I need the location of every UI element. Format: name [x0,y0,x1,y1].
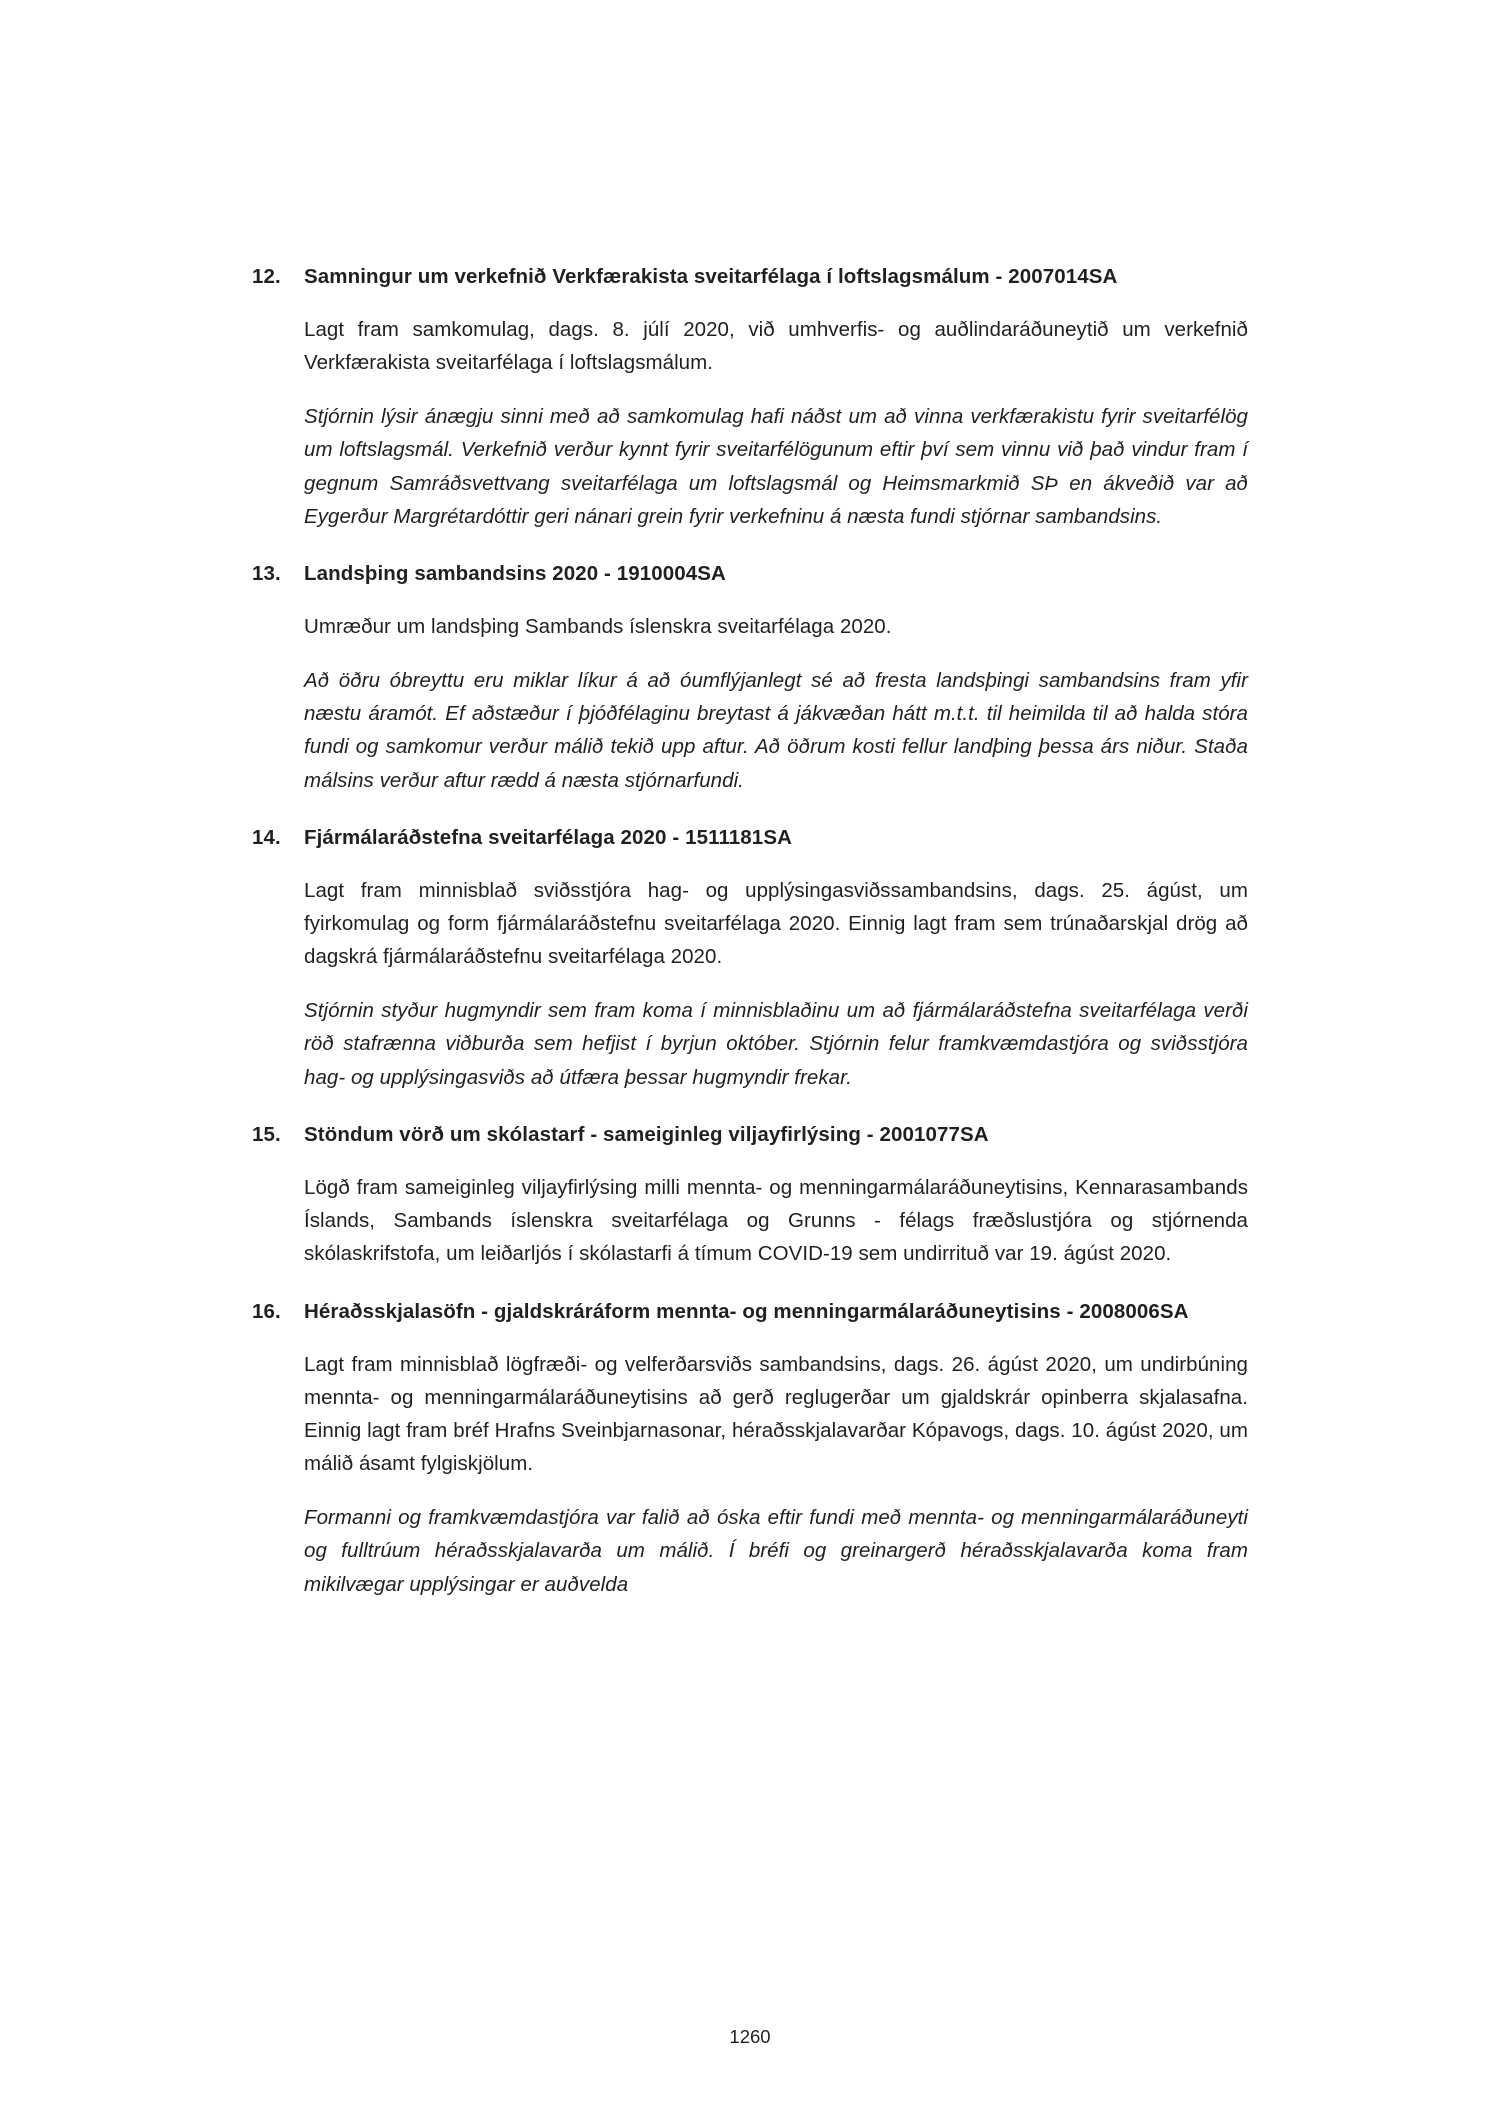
agenda-item-paragraph: Lagt fram minnisblað lögfræði- og velferðarsviðs sambandsins, dags. 26. ágúst 2020, um undirbúning mennta- og menningarmálaráðuneytisins að gerð reglugerðar um gjaldskrár opinberra skjalasafna. Einnig lagt fram bréf Hrafns Sveinbjarnasonar, héraðsskjalavarðar Kópavogs, dags. 10. ágúst 2020, um málið ásamt fylgiskjölum. [304,1352,1248,1476]
agenda-item-resolution: Formanni og framkvæmdastjóra var falið að óska eftir fundi með mennta- og menningarmálaráðuneyti og fulltrúum héraðsskjalavarða um málið. Í bréfi og greinargerð héraðsskjalavarða koma fram mikilvægar upplýsingar er auðvelda [304,1506,1248,1596]
agenda-item-paragraph: Lagt fram samkomulag, dags. 8. júlí 2020, við umhverfis- og auðlindaráðuneytið um verkefnið Verkfærakista sveitarfélaga í loftslagsmálum. [304,318,1248,375]
agenda-item-heading [252,262,1248,293]
agenda-item-paragraph: Umræður um landsþing Sambands íslenskra sveitarfélaga 2020. [304,615,892,639]
agenda-item-heading [252,1120,1248,1151]
agenda-item-title: Landsþing sambandsins 2020 - 1910004SA [304,561,726,585]
agenda-item-number: 12. [252,265,281,288]
agenda-item [252,1120,1248,1271]
agenda-item-number: 13. [252,561,281,585]
page-number: 1260 [729,2026,771,2047]
agenda-item [252,1297,1248,1601]
agenda-item-heading [252,559,1248,590]
agenda-item [252,559,1248,797]
agenda-item-paragraph: Lagt fram minnisblað sviðsstjóra hag- og upplýsingasviðssambandsins, dags. 25. ágúst, um fyirkomulag og form fjármálaráðstefnu sveitarfélaga 2020. Einnig lagt fram sem trúnaðarskjal drög að dagskrá fjármálaráðstefnu sveitarfélaga 2020. [304,878,1248,969]
agenda-item-number: 15. [252,1122,281,1146]
agenda-item-heading [252,823,1248,854]
agenda-item-heading [252,1297,1248,1328]
agenda-item-title: Samningur um verkefnið Verkfærakista sveitarfélaga í loftslagsmálum - 2007014SA [304,265,1118,288]
agenda-item-resolution: Stjórnin lýsir ánægju sinni með að samkomulag hafi náðst um að vinna verkfærakistu fyrir sveitarfélög um loftslagsmál. Verkefnið verður kynnt fyrir sveitarfélögunum eftir því sem vinnu við það vindur fram í gegnum Samráðsvettvang sveitarfélaga um loftslagsmál og Heimsmarkmið SÞ en ákveðið var að Eygerður Margrétardóttir geri nánari grein fyrir verkefninu á næsta fundi stjórnar sambandsins. [304,405,1248,528]
agenda-item-title: Fjármálaráðstefna sveitarfélaga 2020 - 1511181SA [304,825,792,849]
agenda-item-title: Stöndum vörð um skólastarf - sameiginleg viljayfirlýsing - 2001077SA [304,1122,989,1146]
agenda-item [252,823,1248,1094]
agenda-item-title: Héraðsskjalasöfn - gjaldskráráform mennta- og menningarmálaráðuneytisins - 2008006SA [304,1299,1189,1323]
agenda-item-number: 16. [252,1299,281,1323]
agenda-item-resolution: Að öðru óbreyttu eru miklar líkur á að óumflýjanlegt sé að fresta landsþingi sambandsins fram yfir næstu áramót. Ef aðstæður í þjóðfélaginu breytast á jákvæðan hátt m.t.t. til heimilda til að halda stóra fundi og samkomur verður málið tekið upp aftur. Að öðrum kosti fellur landþing þessa árs niður. Staða málsins verður aftur rædd á næsta stjórnarfundi. [304,668,1248,792]
agenda-item [252,262,1248,533]
agenda-item-resolution: Stjórnin styður hugmyndir sem fram koma í minnisblaðinu um að fjármálaráðstefna sveitarfélaga verði röð stafrænna viðburða sem hefjist í byrjun október. Stjórnin felur framkvæmdastjóra og sviðsstjóra hag- og upplýsingasviðs að útfæra þessar hugmyndir frekar. [304,999,1248,1089]
document-body [252,262,1248,1601]
agenda-item-number: 14. [252,825,281,849]
agenda-item-paragraph: Lögð fram sameiginleg viljayfirlýsing milli mennta- og menningarmálaráðuneytisins, Kennarasambands Íslands, Sambands íslenskra sveitarfélaga og Grunns - félags fræðslustjóra og stjórnenda skólaskrifstofa, um leiðarljós í skólastarfi á tímum COVID-19 sem undirrituð var 19. ágúst 2020. [304,1175,1248,1266]
